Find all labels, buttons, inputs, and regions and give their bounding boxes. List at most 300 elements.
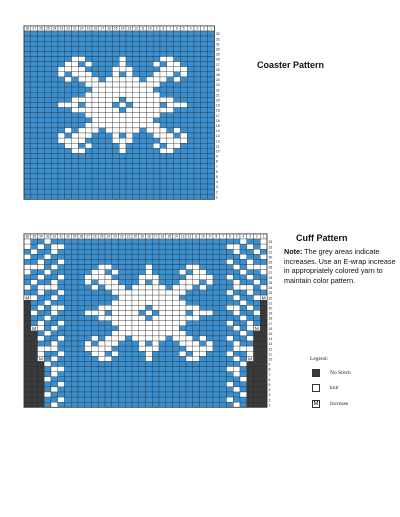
chart-cell	[160, 41, 167, 46]
chart-cell	[133, 143, 140, 148]
chart-cell	[106, 72, 113, 77]
chart-cell	[31, 244, 38, 249]
chart-cell	[160, 128, 167, 133]
chart-cell	[31, 169, 38, 174]
chart-cell	[152, 326, 159, 331]
chart-cell	[44, 164, 51, 169]
chart-cell	[240, 331, 247, 336]
chart-cell	[125, 372, 132, 377]
chart-cell	[179, 382, 186, 387]
chart-cell	[146, 102, 153, 107]
chart-cell	[58, 92, 65, 97]
chart-cell	[98, 361, 105, 366]
chart-cell	[98, 249, 105, 254]
chart-cell	[119, 153, 126, 158]
chart-cell	[71, 270, 78, 275]
chart-cell	[92, 174, 99, 179]
chart-cell	[152, 356, 159, 361]
chart-cell	[180, 128, 187, 133]
chart-cell	[112, 239, 119, 244]
chart-cell	[139, 290, 146, 295]
chart-cell	[153, 128, 160, 133]
chart-cell	[220, 346, 227, 351]
row-number: 10	[268, 357, 273, 362]
chart-cell	[31, 280, 38, 285]
chart-cell	[260, 397, 267, 402]
chart-cell	[78, 128, 85, 133]
chart-cell	[132, 275, 139, 280]
chart-cell	[208, 138, 215, 143]
chart-cell	[240, 372, 247, 377]
chart-cell	[208, 174, 215, 179]
chart-cell	[167, 62, 174, 67]
chart-cell	[193, 280, 200, 285]
chart-cell	[240, 402, 247, 407]
chart-cell	[119, 82, 126, 87]
chart-cell	[200, 295, 207, 300]
chart-cell	[179, 249, 186, 254]
column-number: 12	[187, 234, 192, 239]
chart-cell	[193, 382, 200, 387]
chart-cell	[51, 128, 58, 133]
chart-cell	[200, 351, 207, 356]
chart-cell	[132, 326, 139, 331]
chart-cell	[247, 367, 254, 372]
chart-cell	[51, 270, 58, 275]
chart-cell	[65, 31, 72, 36]
chart-cell	[140, 41, 147, 46]
chart-cell	[119, 77, 126, 82]
chart-cell	[146, 153, 153, 158]
chart-cell	[193, 259, 200, 264]
chart-cell	[233, 382, 240, 387]
chart-cell	[201, 138, 208, 143]
chart-cell	[92, 82, 99, 87]
chart-cell	[208, 102, 215, 107]
chart-cell	[98, 305, 105, 310]
chart-cell	[220, 249, 227, 254]
column-number: 21	[126, 234, 131, 239]
chart-cell	[44, 92, 51, 97]
chart-cell	[133, 97, 140, 102]
chart-cell	[24, 77, 31, 82]
chart-cell	[44, 169, 51, 174]
chart-cell	[146, 148, 153, 153]
chart-cell	[193, 239, 200, 244]
chart-cell	[58, 87, 65, 92]
chart-cell	[24, 331, 31, 336]
chart-cell	[247, 346, 254, 351]
increase-marker: M	[25, 296, 30, 302]
chart-cell	[173, 275, 180, 280]
chart-cell	[44, 113, 51, 118]
chart-cell	[65, 372, 72, 377]
chart-cell	[180, 62, 187, 67]
chart-cell	[174, 159, 181, 164]
chart-cell	[78, 280, 85, 285]
chart-cell	[140, 57, 147, 62]
chart-cell	[58, 164, 65, 169]
chart-cell	[260, 310, 267, 315]
chart-cell	[44, 46, 51, 51]
chart-cell	[112, 123, 119, 128]
chart-cell	[112, 164, 119, 169]
chart-cell	[240, 377, 247, 382]
chart-cell	[187, 77, 194, 82]
chart-cell	[65, 51, 72, 56]
chart-cell	[72, 164, 79, 169]
chart-cell	[78, 372, 85, 377]
chart-cell	[44, 377, 51, 382]
chart-cell	[208, 118, 215, 123]
chart-cell	[65, 108, 72, 113]
chart-cell	[72, 67, 79, 72]
chart-cell	[173, 305, 180, 310]
chart-cell	[119, 41, 126, 46]
chart-cell	[24, 133, 31, 138]
column-number: 19	[86, 26, 91, 31]
chart-cell	[71, 361, 78, 366]
chart-cell	[78, 336, 85, 341]
chart-cell	[146, 259, 153, 264]
chart-cell	[31, 108, 38, 113]
chart-cell	[173, 254, 180, 259]
chart-cell	[140, 128, 147, 133]
chart-cell	[24, 87, 31, 92]
chart-cell	[105, 310, 112, 315]
chart-cell	[85, 244, 92, 249]
chart-cell	[173, 351, 180, 356]
chart-cell	[174, 87, 181, 92]
chart-cell	[38, 346, 45, 351]
chart-cell	[146, 387, 153, 392]
chart-cell	[92, 372, 99, 377]
chart-cell	[105, 316, 112, 321]
chart-cell	[186, 300, 193, 305]
chart-cell	[78, 259, 85, 264]
chart-cell	[206, 321, 213, 326]
row-number: 2	[268, 398, 271, 403]
chart-cell	[78, 57, 85, 62]
chart-cell	[186, 249, 193, 254]
chart-cell	[99, 194, 106, 199]
chart-cell	[187, 184, 194, 189]
chart-cell	[146, 295, 153, 300]
chart-cell	[167, 194, 174, 199]
chart-cell	[208, 31, 215, 36]
chart-cell	[38, 184, 45, 189]
chart-cell	[201, 92, 208, 97]
chart-cell	[65, 392, 72, 397]
chart-cell	[153, 164, 160, 169]
chart-cell	[194, 128, 201, 133]
chart-cell	[31, 295, 38, 300]
chart-cell	[233, 336, 240, 341]
legend-label: No Stitch	[330, 370, 351, 376]
chart-cell	[139, 316, 146, 321]
chart-cell	[58, 326, 65, 331]
chart-cell	[146, 41, 153, 46]
chart-cell	[31, 351, 38, 356]
chart-cell	[152, 351, 159, 356]
chart-cell	[140, 194, 147, 199]
chart-cell	[44, 189, 51, 194]
chart-cell	[227, 249, 234, 254]
chart-cell	[92, 300, 99, 305]
chart-cell	[92, 169, 99, 174]
chart-cell	[167, 169, 174, 174]
chart-cell	[194, 62, 201, 67]
chart-cell	[126, 113, 133, 118]
chart-cell	[31, 123, 38, 128]
chart-cell	[112, 305, 119, 310]
chart-cell	[105, 372, 112, 377]
row-number: 17	[268, 321, 273, 326]
chart-cell	[65, 341, 72, 346]
chart-cell	[119, 118, 126, 123]
chart-cell	[58, 46, 65, 51]
chart-cell	[119, 194, 126, 199]
chart-cell	[126, 87, 133, 92]
chart-cell	[99, 97, 106, 102]
chart-cell	[112, 326, 119, 331]
chart-cell	[44, 36, 51, 41]
chart-cell	[24, 310, 31, 315]
chart-cell	[85, 321, 92, 326]
chart-cell	[233, 249, 240, 254]
chart-cell	[71, 265, 78, 270]
chart-cell	[65, 346, 72, 351]
chart-cell	[233, 305, 240, 310]
chart-cell	[132, 351, 139, 356]
chart-cell	[51, 382, 58, 387]
chart-cell	[78, 164, 85, 169]
chart-cell	[99, 92, 106, 97]
chart-cell	[152, 280, 159, 285]
chart-cell	[132, 254, 139, 259]
chart-cell	[65, 305, 72, 310]
chart-cell	[186, 377, 193, 382]
chart-cell	[92, 402, 99, 407]
chart-cell	[31, 138, 38, 143]
chart-cell	[133, 51, 140, 56]
chart-cell	[106, 108, 113, 113]
chart-cell	[106, 77, 113, 82]
chart-cell	[85, 189, 92, 194]
chart-cell	[247, 331, 254, 336]
chart-cell	[112, 310, 119, 315]
chart-cell	[44, 123, 51, 128]
chart-cell	[92, 102, 99, 107]
chart-cell	[65, 123, 72, 128]
chart-cell	[187, 123, 194, 128]
chart-cell	[213, 270, 220, 275]
chart-cell	[51, 372, 58, 377]
chart-cell	[139, 377, 146, 382]
chart-cell	[31, 82, 38, 87]
column-number: 8	[215, 234, 218, 239]
chart-cell	[152, 275, 159, 280]
chart-cell	[105, 392, 112, 397]
chart-cell	[133, 46, 140, 51]
chart-cell	[78, 189, 85, 194]
chart-cell	[240, 367, 247, 372]
legend-item-no-stitch	[312, 368, 351, 378]
chart-cell	[152, 310, 159, 315]
chart-cell	[206, 356, 213, 361]
chart-cell	[166, 295, 173, 300]
chart-cell	[206, 239, 213, 244]
chart-cell	[220, 397, 227, 402]
chart-cell	[179, 254, 186, 259]
chart-cell	[106, 128, 113, 133]
chart-cell	[254, 275, 261, 280]
chart-cell	[180, 148, 187, 153]
chart-cell	[92, 305, 99, 310]
chart-cell	[51, 387, 58, 392]
chart-cell	[92, 184, 99, 189]
chart-cell	[85, 402, 92, 407]
chart-cell	[174, 174, 181, 179]
chart-cell	[24, 174, 31, 179]
chart-cell	[105, 336, 112, 341]
chart-cell	[72, 36, 79, 41]
chart-cell	[240, 326, 247, 331]
chart-cell	[106, 184, 113, 189]
chart-cell	[140, 138, 147, 143]
column-number: 13	[180, 234, 185, 239]
chart-cell	[112, 102, 119, 107]
chart-cell	[133, 153, 140, 158]
chart-cell	[180, 102, 187, 107]
row-number: 11	[268, 352, 273, 357]
chart-cell	[260, 326, 267, 331]
chart-cell	[200, 270, 207, 275]
chart-cell	[159, 377, 166, 382]
chart-cell	[140, 77, 147, 82]
chart-cell	[233, 295, 240, 300]
chart-cell	[44, 184, 51, 189]
chart-cell	[112, 179, 119, 184]
chart-cell	[99, 133, 106, 138]
chart-cell	[99, 57, 106, 62]
chart-cell	[99, 67, 106, 72]
chart-cell	[139, 285, 146, 290]
chart-cell	[78, 87, 85, 92]
chart-cell	[133, 133, 140, 138]
chart-cell	[78, 82, 85, 87]
chart-cell	[24, 265, 31, 270]
chart-cell	[193, 326, 200, 331]
chart-cell	[160, 153, 167, 158]
chart-cell	[166, 285, 173, 290]
chart-cell	[159, 259, 166, 264]
chart-cell	[133, 159, 140, 164]
chart-cell	[179, 372, 186, 377]
legend-label: Increase	[330, 401, 349, 407]
chart-cell	[180, 194, 187, 199]
chart-cell	[72, 118, 79, 123]
chart-cell	[78, 51, 85, 56]
chart-cell	[119, 179, 126, 184]
column-number: 24	[106, 234, 111, 239]
chart-cell	[201, 179, 208, 184]
chart-cell	[193, 387, 200, 392]
chart-cell	[166, 244, 173, 249]
chart-cell	[180, 174, 187, 179]
chart-cell	[254, 336, 261, 341]
chart-cell	[85, 316, 92, 321]
chart-cell	[133, 118, 140, 123]
chart-cell	[174, 184, 181, 189]
chart-cell	[179, 280, 186, 285]
chart-cell	[152, 300, 159, 305]
chart-cell	[146, 133, 153, 138]
chart-cell	[133, 62, 140, 67]
chart-cell	[179, 321, 186, 326]
chart-cell	[78, 174, 85, 179]
chart-cell	[44, 77, 51, 82]
row-number: 12	[268, 347, 273, 352]
chart-cell	[159, 402, 166, 407]
chart-cell	[194, 87, 201, 92]
chart-cell	[206, 259, 213, 264]
chart-cell	[78, 138, 85, 143]
chart-cell	[227, 280, 234, 285]
chart-cell	[112, 72, 119, 77]
chart-cell	[65, 254, 72, 259]
chart-cell	[233, 392, 240, 397]
chart-cell	[194, 97, 201, 102]
chart-cell	[187, 87, 194, 92]
chart-cell	[159, 305, 166, 310]
chart-cell	[119, 62, 126, 67]
chart-cell	[167, 128, 174, 133]
chart-cell	[201, 31, 208, 36]
chart-cell	[51, 62, 58, 67]
chart-cell	[139, 397, 146, 402]
chart-cell	[72, 72, 79, 77]
chart-cell	[65, 326, 72, 331]
chart-cell	[31, 249, 38, 254]
chart-cell	[38, 62, 45, 67]
chart-cell	[58, 244, 65, 249]
chart-cell	[233, 300, 240, 305]
chart-cell	[38, 341, 45, 346]
chart-cell	[78, 377, 85, 382]
chart-cell	[254, 367, 261, 372]
chart-cell	[58, 138, 65, 143]
chart-cell	[260, 244, 267, 249]
chart-cell	[112, 41, 119, 46]
chart-cell	[254, 351, 261, 356]
chart-cell	[180, 113, 187, 118]
chart-cell	[24, 290, 31, 295]
column-number: 1	[210, 26, 212, 31]
chart-cell	[65, 118, 72, 123]
chart-cell	[200, 300, 207, 305]
chart-cell	[180, 184, 187, 189]
chart-cell	[85, 36, 92, 41]
chart-cell	[58, 377, 65, 382]
chart-cell	[112, 341, 119, 346]
chart-cell	[201, 62, 208, 67]
chart-cell	[220, 331, 227, 336]
chart-cell	[179, 341, 186, 346]
chart-cell	[65, 41, 72, 46]
chart-cell	[44, 67, 51, 72]
chart-cell	[65, 143, 72, 148]
